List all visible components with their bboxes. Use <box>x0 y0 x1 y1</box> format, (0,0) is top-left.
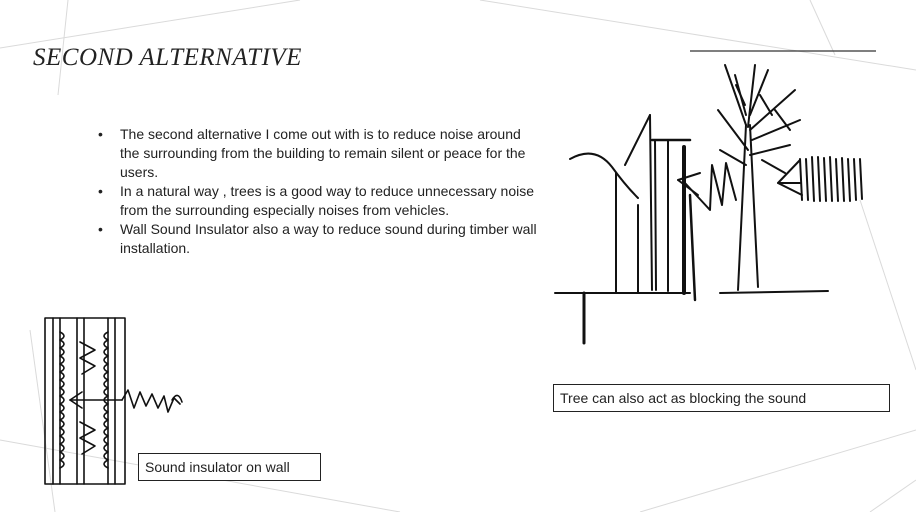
bullet-item: • Wall Sound Insulator also a way to reduce sound during timber wall installation. <box>98 220 543 258</box>
tree-sound-barrier-sketch <box>550 55 870 350</box>
slide-title: SECOND ALTERNATIVE <box>33 44 302 71</box>
bullet-item: • The second alternative I come out with is to reduce noise around the surrounding from the building to remain silent or peace for the users. <box>98 125 543 182</box>
tree-caption-box: Tree can also act as blocking the sound <box>553 384 890 412</box>
bullet-list <box>98 125 543 258</box>
bullet-item: • In a natural way , trees is a good way to reduce unnecessary noise from the surrounding especially noises from vehicles. <box>98 182 543 220</box>
wall-caption-box: Sound insulator on wall <box>138 453 321 481</box>
